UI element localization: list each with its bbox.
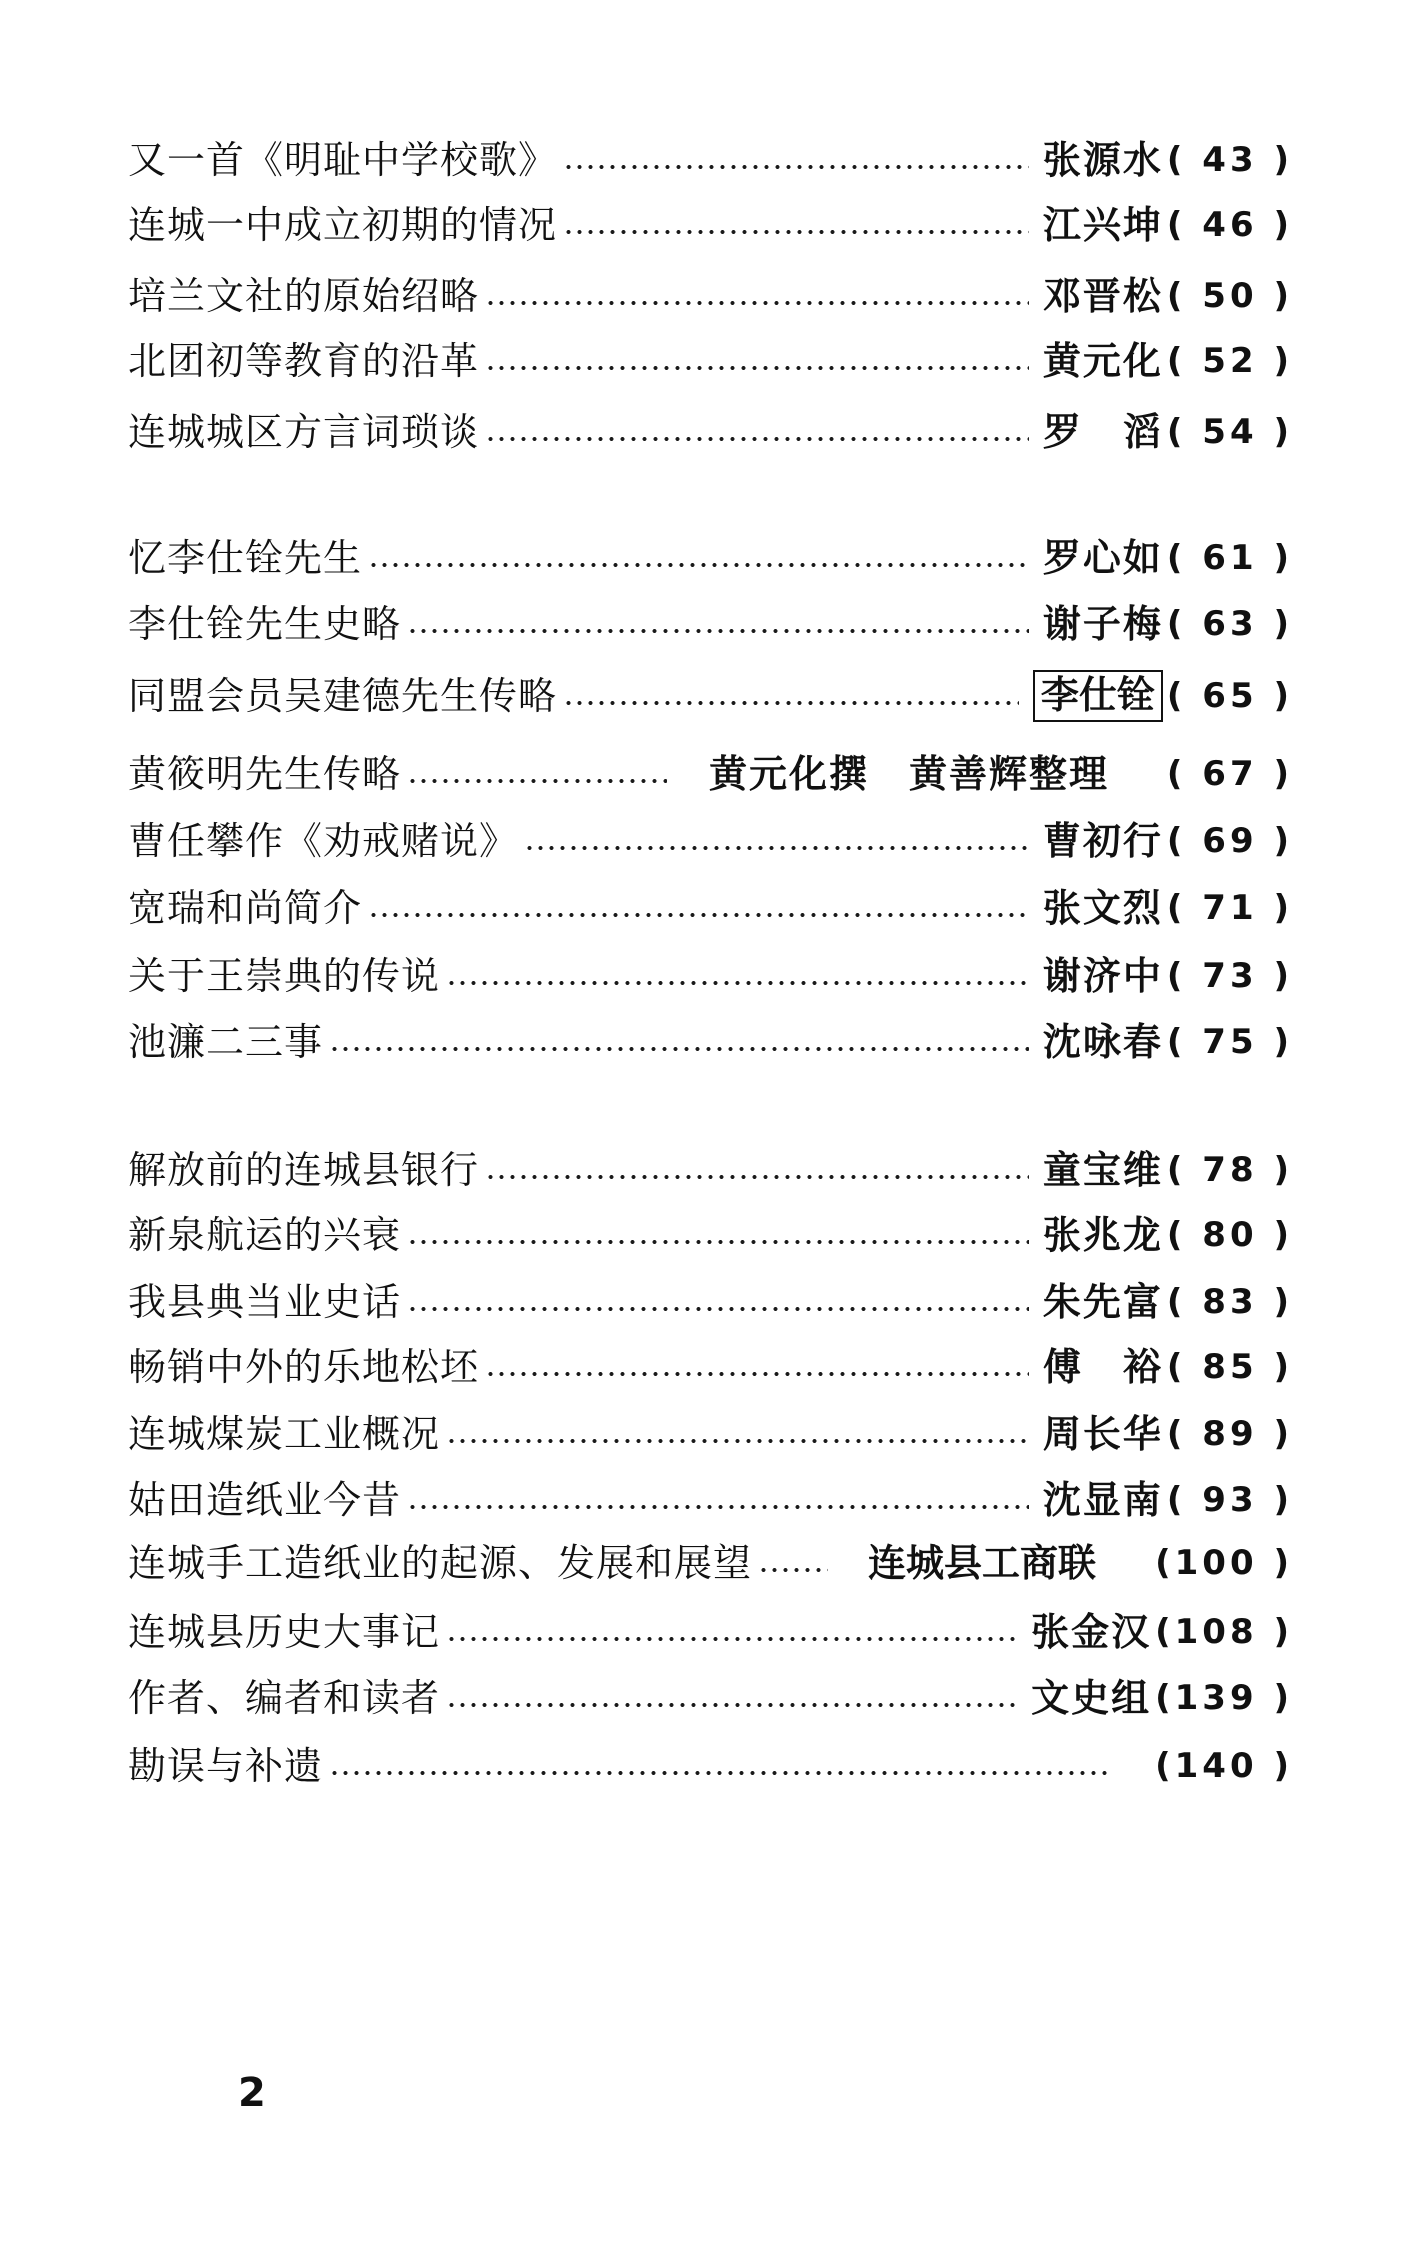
toc-entry[interactable] xyxy=(128,1207,1293,1263)
toc-author: 沈咏春 xyxy=(1042,1019,1163,1064)
toc-entry[interactable] xyxy=(128,1274,1293,1330)
toc-entry[interactable] xyxy=(128,746,1293,802)
toc-author: 黄元化 xyxy=(1042,338,1163,383)
toc-page-number: (100 ) xyxy=(1155,1543,1293,1583)
toc-author: 傅 裕 xyxy=(1042,1344,1163,1389)
toc-title: 同盟会员吴建德先生传略 xyxy=(128,674,558,718)
toc-page-number: ( 46 ) xyxy=(1166,205,1293,245)
dot-leader xyxy=(485,1175,1029,1179)
toc-page-number: ( 52 ) xyxy=(1166,341,1293,381)
toc-page-number: (139 ) xyxy=(1155,1678,1293,1718)
toc-page-number: ( 83 ) xyxy=(1166,1282,1293,1322)
dot-leader xyxy=(407,1307,1029,1311)
toc-title: 连城手工造纸业的起源、发展和展望 xyxy=(128,1541,753,1585)
dot-leader xyxy=(446,1703,1017,1707)
toc-author: 罗心如 xyxy=(1042,535,1163,580)
dot-leader xyxy=(485,1372,1029,1376)
toc-entry[interactable] xyxy=(128,668,1293,724)
toc-title: 宽瑞和尚简介 xyxy=(128,886,363,930)
toc-page-number: ( 75 ) xyxy=(1166,1022,1293,1062)
toc-author: 谢子梅 xyxy=(1042,601,1163,646)
toc-page-number: ( 73 ) xyxy=(1166,956,1293,996)
toc-page-number: ( 80 ) xyxy=(1166,1215,1293,1255)
dot-leader xyxy=(446,1637,1017,1641)
toc-title: 曹任攀作《劝戒赌说》 xyxy=(128,819,519,863)
toc-author-boxed: 李仕铨 xyxy=(1033,670,1163,722)
toc-title: 我县典当业史话 xyxy=(128,1280,402,1324)
toc-author: 黄元化撰 xyxy=(709,751,870,796)
toc-author: 连城县工商联 xyxy=(868,1540,1097,1585)
toc-author: 张金汉 xyxy=(1031,1609,1152,1654)
dot-leader xyxy=(485,301,1029,305)
toc-title: 关于王崇典的传说 xyxy=(128,954,441,998)
toc-entry[interactable] xyxy=(128,333,1293,389)
dot-leader xyxy=(446,981,1029,985)
toc-author: 朱先富 xyxy=(1042,1279,1163,1324)
toc-author: 江兴坤 xyxy=(1042,202,1163,247)
toc-title: 连城县历史大事记 xyxy=(128,1610,441,1654)
dot-leader xyxy=(407,779,667,783)
toc-title: 勘误与补遗 xyxy=(128,1744,324,1788)
toc-entry[interactable] xyxy=(128,1472,1293,1528)
dot-leader xyxy=(758,1568,828,1572)
toc-title: 又一首《明耻中学校歌》 xyxy=(128,138,558,182)
toc-page-number: ( 93 ) xyxy=(1166,1480,1293,1520)
toc-editor: 黄善辉整理 xyxy=(909,751,1110,796)
toc-title: 连城煤炭工业概况 xyxy=(128,1412,441,1456)
toc-entry[interactable] xyxy=(128,948,1293,1004)
toc-entry[interactable] xyxy=(128,197,1293,253)
dot-leader xyxy=(446,1439,1029,1443)
toc-author: 罗 滔 xyxy=(1042,409,1163,454)
toc-entry[interactable] xyxy=(128,880,1293,936)
dot-leader xyxy=(407,629,1029,633)
toc-page-number: ( 71 ) xyxy=(1166,888,1293,928)
toc-entry[interactable] xyxy=(128,530,1293,586)
toc-page-number: (140 ) xyxy=(1155,1746,1293,1786)
dot-leader xyxy=(329,1047,1029,1051)
toc-author: 张兆龙 xyxy=(1042,1212,1163,1257)
toc-entry[interactable] xyxy=(128,1535,1293,1591)
toc-title: 新泉航运的兴衰 xyxy=(128,1213,402,1257)
toc-title: 培兰文社的原始绍略 xyxy=(128,274,480,318)
toc-page-number: ( 54 ) xyxy=(1166,412,1293,452)
toc-entry[interactable] xyxy=(128,1670,1293,1726)
toc-title: 作者、编者和读者 xyxy=(128,1676,441,1720)
toc-entry[interactable] xyxy=(128,1406,1293,1462)
toc-entry[interactable] xyxy=(128,1604,1293,1660)
toc-author: 张文烈 xyxy=(1042,885,1163,930)
toc-page-number: ( 69 ) xyxy=(1166,821,1293,861)
toc-author: 曹初行 xyxy=(1042,818,1163,863)
toc-page-number: ( 67 ) xyxy=(1166,754,1293,794)
toc-page-number: ( 65 ) xyxy=(1166,676,1293,716)
toc-page-number: (108 ) xyxy=(1155,1612,1293,1652)
toc-title: 李仕铨先生史略 xyxy=(128,602,402,646)
toc-page-number: ( 61 ) xyxy=(1166,538,1293,578)
page-number: 2 xyxy=(238,2070,266,2116)
toc-title: 解放前的连城县银行 xyxy=(128,1148,480,1192)
toc-entry[interactable] xyxy=(128,404,1293,460)
toc-author: 周长华 xyxy=(1042,1411,1163,1456)
toc-title: 连城一中成立初期的情况 xyxy=(128,203,558,247)
toc-page-number: ( 63 ) xyxy=(1166,604,1293,644)
toc-title: 姑田造纸业今昔 xyxy=(128,1478,402,1522)
toc-entry[interactable] xyxy=(128,268,1293,324)
toc-title: 池濂二三事 xyxy=(128,1020,324,1064)
dot-leader xyxy=(563,165,1029,169)
toc-author: 邓晋松 xyxy=(1042,273,1163,318)
dot-leader xyxy=(563,230,1029,234)
toc-entry[interactable] xyxy=(128,596,1293,652)
toc-title: 北团初等教育的沿革 xyxy=(128,339,480,383)
toc-title: 忆李仕铨先生 xyxy=(128,536,363,580)
toc-entry[interactable] xyxy=(128,813,1293,869)
dot-leader xyxy=(524,846,1029,850)
toc-entry[interactable] xyxy=(128,1339,1293,1395)
toc-entry[interactable] xyxy=(128,1014,1293,1070)
toc-entry[interactable] xyxy=(128,1142,1293,1198)
toc-page-number: ( 50 ) xyxy=(1166,276,1293,316)
toc-page-number: ( 89 ) xyxy=(1166,1414,1293,1454)
dot-leader xyxy=(485,437,1029,441)
toc-title: 畅销中外的乐地松坯 xyxy=(128,1345,480,1389)
dot-leader xyxy=(368,563,1029,567)
toc-page-number: ( 43 ) xyxy=(1166,140,1293,180)
toc-author: 童宝维 xyxy=(1042,1147,1163,1192)
toc-author: 沈显南 xyxy=(1042,1477,1163,1522)
toc-page-number: ( 85 ) xyxy=(1166,1347,1293,1387)
toc-page-number: ( 78 ) xyxy=(1166,1150,1293,1190)
dot-leader xyxy=(407,1240,1029,1244)
toc-author: 张源水 xyxy=(1042,137,1163,182)
dot-leader xyxy=(407,1505,1029,1509)
dot-leader xyxy=(329,1771,1111,1775)
toc-entry[interactable] xyxy=(128,132,1293,188)
dot-leader xyxy=(485,366,1029,370)
dot-leader xyxy=(368,913,1029,917)
toc-entry[interactable] xyxy=(128,1738,1293,1794)
dot-leader xyxy=(563,701,1019,705)
toc-title: 黄筱明先生传略 xyxy=(128,752,402,796)
toc-author: 谢济中 xyxy=(1042,953,1163,998)
toc-author: 文史组 xyxy=(1031,1675,1152,1720)
toc-title: 连城城区方言词琐谈 xyxy=(128,410,480,454)
